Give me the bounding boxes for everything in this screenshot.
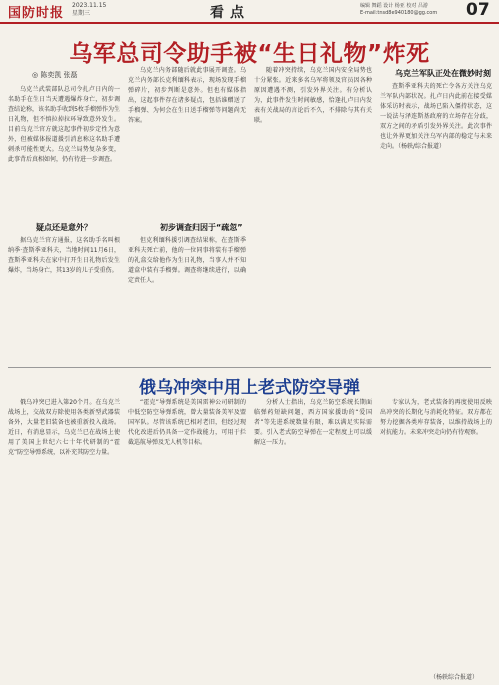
article1-col2b-text: 但克利缅科援引调查结果称，在查斯季亚科夫死亡前，他的一位同事将装有手榴弹的礼盒交给他作为生日礼物，当事人并不知道盒中装有手榴弹。调查将继续进行，以确定责任人。 <box>128 237 246 284</box>
article1-col4-text: 查斯季亚科夫的死亡令各方关注乌克兰军队内部状况。扎卢日内此前在接受媒体采访时表示，战场已陷入僵持状态，这一说法与泽连斯基政府的立场存在分歧，双方之间的矛盾引发外界关注。此次事件也让外界更加关注乌军内部的稳定与未来走向。（杨轶/综合报道） <box>380 83 492 150</box>
article1-headline: 乌军总司令助手被“生日礼物”炸死 <box>69 41 430 67</box>
newspaper-logo: 国防时报 <box>8 6 65 21</box>
page-header <box>0 0 499 24</box>
article2-col3-text: 分析人士指出，乌克兰防空系统长期面临弹药短缺问题，西方国家援助的“爱国者”等先进系统数量有限，难以满足实际需要。引入老式防空导弹在一定程度上可以缓解这一压力。 <box>254 399 372 446</box>
article1-col4 <box>380 82 492 361</box>
date-text: 2023.11.15 <box>72 2 107 9</box>
page-number: 07 <box>466 0 490 20</box>
article1-col3-text: 随着冲突持续，乌克兰国内安全局势也十分紧张。近来多名乌军将领及官员因各种原因遭遇不测，引发外界关注。有分析认为，此事件发生时间敏感，恰逢扎卢日内发表有关战局的言论后不久，不排除与其有关联。 <box>254 67 372 124</box>
article2-col1 <box>8 398 120 680</box>
article2-headline: 俄乌冲突中用上老式防空导弹 <box>139 378 360 398</box>
weekday-text: 星期三 <box>72 10 91 17</box>
article1-col1-text: 乌克兰武装部队总司令扎卢日内的一名助手在生日当天遭遇爆炸身亡，初步调查结论称，该名助手收到5枚手榴弹作为生日礼物，但不慎拉掉拉环导致意外发生。目前乌克兰官方就这起事件初步定性为意外，但被媒体报道援引消息称这名助手遭刺杀可能性更大。乌克兰局势复杂多变，此事背后真相如何，仍有待进一步调查。 <box>8 86 120 163</box>
article1-author: ◎ 陈奕凯 张磊 <box>32 71 78 79</box>
article2-byline: （杨轶综合报道） <box>430 674 479 681</box>
article1-col2-text: 乌克兰内务部随后就此事展开调查。乌克兰内务部长克利缅科表示，现场发现手榴弹碎片，初步判断是意外。但也有媒体指出，这起事件存在诸多疑点，包括谁赠送了手榴弹、为何会在生日送手榴弹等问题尚无答案。 <box>128 67 246 124</box>
article1-subhead2: 初步调查归因于“疏忽” <box>160 223 243 232</box>
article1-col3 <box>254 66 372 361</box>
article2-col1-text: 俄乌冲突已进入第20个月。在乌克兰战场上，交战双方除使用各类新型武器装备外，大量老旧装备也被重新投入战场。近日，有消息显示，乌克兰已在战场上使用了美国上世纪六七十年代研制的“霍克”防空导弹系统，以补充其防空力量。 <box>8 399 120 456</box>
issue-date <box>72 2 106 18</box>
article1-subhead3: 乌克兰军队正处在微妙时刻 <box>395 69 491 78</box>
editor-info <box>360 3 480 17</box>
email-text: E-mail:tnsd8e940180@gg.com <box>360 10 438 16</box>
section-divider <box>8 367 491 368</box>
article2-col2-text: “霍克”导弹系统是美国雷神公司研制的中低空防空导弹系统，曾大量装备美军及盟国军队。尽管该系统已相对老旧，但经过现代化改进后仍具备一定作战能力，可用于拦截巡航导弹及无人机等目标。 <box>128 399 246 446</box>
article1-col2b <box>128 236 246 361</box>
article1-col1b <box>8 236 120 361</box>
article1-col1 <box>8 85 120 215</box>
section-title: 看点 <box>210 5 250 21</box>
article1-col1b-text: 据乌克兰官方通报，这名助手名叫根纳季·查斯季亚科夫，当地时间11月6日，查斯季亚科夫在家中打开生日礼物后发生爆炸，当场身亡，其13岁的儿子受重伤。 <box>8 237 120 274</box>
article2-col3 <box>254 398 372 680</box>
article1-col2 <box>128 66 246 216</box>
article1-subhead1: 疑点还是意外？ <box>36 223 92 232</box>
article2-col4 <box>380 398 492 666</box>
editors-text: 编辑 舞蹈 设计 杨亚 校对 吕游 <box>360 3 428 9</box>
article2-col2 <box>128 398 246 680</box>
article2-col4-text: 专家认为，老式装备的再度使用反映出冲突的长期化与消耗化特征。双方都在努力挖掘各类库存装备，以维持战场上的对抗能力。未来冲突走向仍有待观察。 <box>380 399 492 436</box>
